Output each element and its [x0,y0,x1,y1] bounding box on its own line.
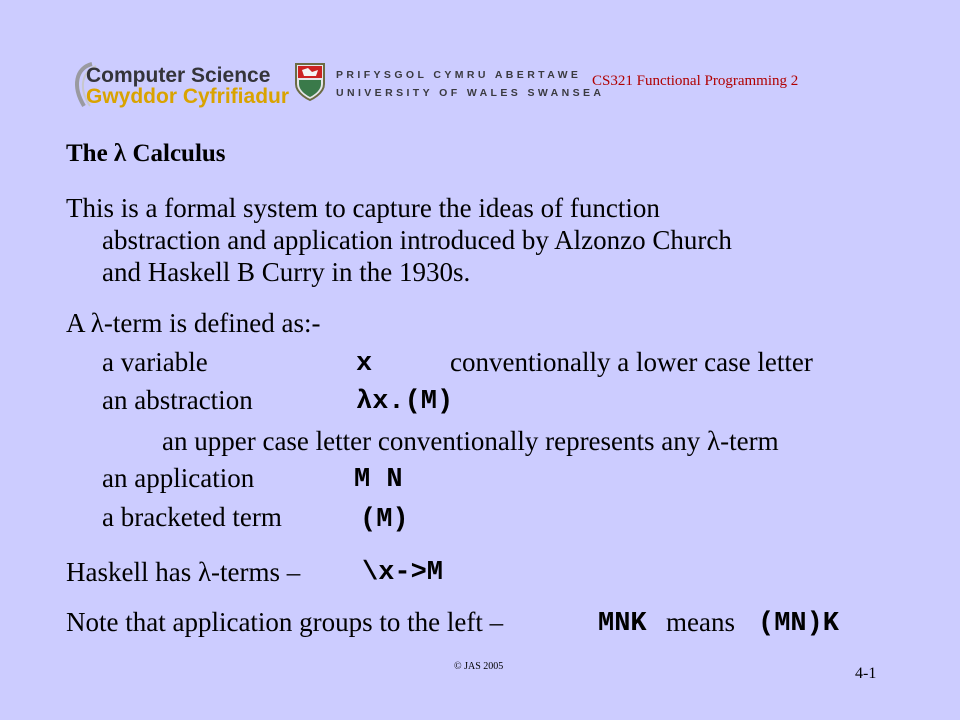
haskell-code: \x->M [362,558,444,588]
variable-label: a variable [102,347,208,377]
bracketed-code: (M) [360,505,409,535]
logo-line1: Computer Science [86,64,271,87]
note-text-2: means [666,607,735,637]
variable-note: conventionally a lower case letter [450,347,813,377]
abstraction-label: an abstraction [102,385,253,415]
page-number: 4-1 [855,665,877,682]
university-crest-icon [294,62,326,102]
haskell-text: Haskell has λ-terms – [66,557,301,587]
intro-line-2: abstraction and application introduced by Alzonzo Church [102,225,732,255]
slide-title: The λ Calculus [66,140,226,167]
application-code: M N [354,465,403,495]
computer-science-logo [70,62,292,108]
course-title: CS321 Functional Programming 2 [592,73,799,89]
logo-line2: Gwyddor Cyfrifiadur [86,85,290,108]
university-name [336,66,604,102]
note-code-2: (MN)K [758,609,840,639]
definition-heading: A λ-term is defined as:- [66,308,321,338]
intro-line-1: This is a formal system to capture the ideas of function [66,193,660,223]
note-text-1: Note that application groups to the left – [66,607,504,637]
abstraction-code: λx.(M) [356,387,454,417]
header [0,0,960,120]
note-code-1: MNK [598,609,647,639]
application-label: an application [102,463,255,493]
university-name-welsh: PRIFYSGOL CYMRU ABERTAWE [336,69,582,81]
upper-case-note: an upper case letter conventionally represents any λ-term [162,426,779,456]
variable-code: x [356,349,373,379]
bracketed-label: a bracketed term [102,502,282,532]
intro-line-3: and Haskell B Curry in the 1930s. [102,257,471,287]
copyright-notice: © JAS 2005 [454,661,504,672]
university-name-english: UNIVERSITY OF WALES SWANSEA [336,87,605,99]
